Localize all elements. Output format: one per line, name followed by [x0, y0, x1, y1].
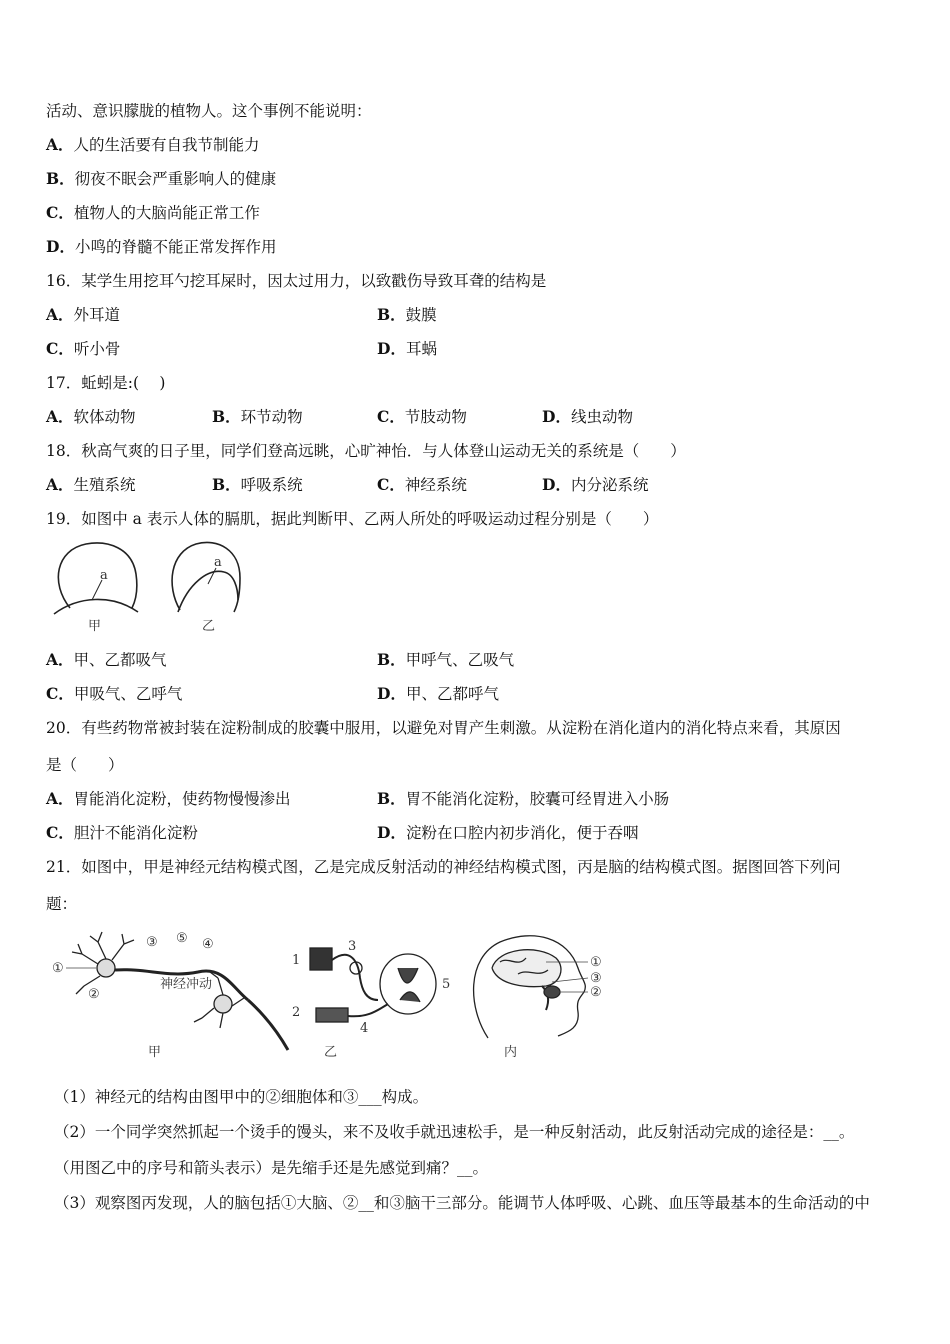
reflex-label-3: 3 [348, 939, 357, 954]
q17-option-d: D．线虫动物 [542, 407, 633, 426]
q21-sub2: （2）一个同学突然抓起一个烫手的馒头，来不及收手就迅速松手，是一种反射活动，此反射活动完成的途径是：__。 [54, 1123, 855, 1141]
neuron-label-4: ④ [202, 937, 214, 952]
neuron-label-5: ⑤ [176, 931, 188, 946]
figure-jia-caption: 甲 [148, 1045, 162, 1060]
q19-diaphragm-figure [48, 538, 248, 634]
q15-stem-continued: 活动、意识朦胧的植物人。这个事例不能说明： [46, 102, 372, 120]
brain-head-diagram [474, 936, 586, 1038]
reflex-label-1: 1 [292, 953, 301, 968]
q16-option-b: B．鼓膜 [377, 305, 437, 324]
q18-option-c: C．神经系统 [377, 475, 467, 494]
jia-caption: 甲 [88, 619, 102, 634]
brain-label-2: ② [590, 985, 602, 1000]
reflex-label-2: 2 [292, 1005, 301, 1020]
q18-option-d: D．内分泌系统 [542, 475, 649, 494]
q15-option-a: A．人的生活要有自我节制能力 [46, 135, 260, 154]
jia-label-a: a [100, 568, 108, 583]
q17-option-a: A．软体动物 [46, 407, 136, 426]
q21-sub1: （1）神经元的结构由图甲中的②细胞体和③___构成。 [54, 1088, 429, 1106]
q20-stem-line1: 20．有些药物常被封装在淀粉制成的胶囊中服用，以避免对胃产生刺激。从淀粉在消化道内的消化特点来看，其原因 [46, 719, 841, 737]
q17-stem: 17．蚯蚓是:( ) [46, 374, 166, 392]
q20-option-c: C．胆汁不能消化淀粉 [46, 823, 198, 842]
q18-option-b: B．呼吸系统 [212, 475, 303, 494]
q20-option-b: B．胃不能消化淀粉，胶囊可经胃进入小肠 [377, 789, 670, 808]
q19-option-b: B．甲呼气、乙吸气 [377, 650, 515, 669]
q19-option-a: A．甲、乙都吸气 [46, 650, 167, 669]
q18-option-a: A．生殖系统 [46, 475, 136, 494]
jia-diaphragm [54, 599, 138, 614]
neuron-impulse-label: 神经冲动 [160, 977, 213, 992]
q17-option-c: C．节肢动物 [377, 407, 467, 426]
q19-option-c: C．甲吸气、乙呼气 [46, 684, 183, 703]
yi-label-a: a [214, 555, 222, 570]
q16-stem: 16．某学生用挖耳勺挖耳屎时，因太过用力，以致戳伤导致耳聋的结构是 [46, 272, 547, 290]
q17-option-b: B．环节动物 [212, 407, 303, 426]
q15-option-d: D．小鸣的脊髓不能正常发挥作用 [46, 237, 277, 256]
neuron-label-1: ① [52, 961, 64, 976]
q15-option-b: B．彻夜不眠会严重影响人的健康 [46, 169, 277, 188]
q20-option-a: A．胃能消化淀粉，使药物慢慢渗出 [46, 789, 291, 808]
figure-bing-caption: 内 [504, 1045, 518, 1060]
brain-label-1: ① [590, 955, 602, 970]
q21-sub2-continued: （用图乙中的序号和箭头表示）是先缩手还是先感觉到痛？__。 [54, 1159, 489, 1177]
q20-option-d: D．淀粉在口腔内初步消化，便于吞咽 [377, 823, 639, 842]
q16-option-a: A．外耳道 [46, 305, 121, 324]
figure-yi-caption: 乙 [324, 1045, 338, 1060]
yi-diaphragm [178, 571, 238, 612]
q19-option-d: D．甲、乙都呼气 [377, 684, 499, 703]
q20-stem-line2: 是（ ） [46, 756, 124, 774]
q16-option-c: C．听小骨 [46, 339, 121, 358]
neuron-label-2: ② [88, 987, 100, 1002]
reflex-label-4: 4 [360, 1021, 369, 1036]
q19-stem: 19．如图中 a 表示人体的膈肌，据此判断甲、乙两人所处的呼吸运动过程分别是（ ） [46, 510, 659, 528]
q18-stem: 18．秋高气爽的日子里，同学们登高远眺，心旷神怡．与人体登山运动无关的系统是（ ） [46, 442, 686, 460]
reflex-arc-diagram [310, 948, 436, 1022]
reflex-label-5: 5 [442, 977, 451, 992]
q21-sub3: （3）观察图丙发现，人的脑包括①大脑、②__和③脑干三部分。能调节人体呼吸、心跳、血压等最基本的生命活动的中 [54, 1194, 870, 1212]
brain-label-3: ③ [590, 971, 602, 986]
q21-neuron-reflex-brain-figure [48, 928, 608, 1063]
yi-caption: 乙 [202, 619, 216, 634]
jia-chest-outline [58, 543, 136, 608]
q15-option-c: C．植物人的大脑尚能正常工作 [46, 203, 260, 222]
q16-option-d: D．耳蜗 [377, 339, 437, 358]
q21-stem-line2: 题： [46, 895, 78, 913]
q21-stem-line1: 21．如图中，甲是神经元结构模式图，乙是完成反射活动的神经结构模式图，丙是脑的结构模式图。据图回答下列问 [46, 858, 841, 876]
neuron-label-3: ③ [146, 935, 158, 950]
